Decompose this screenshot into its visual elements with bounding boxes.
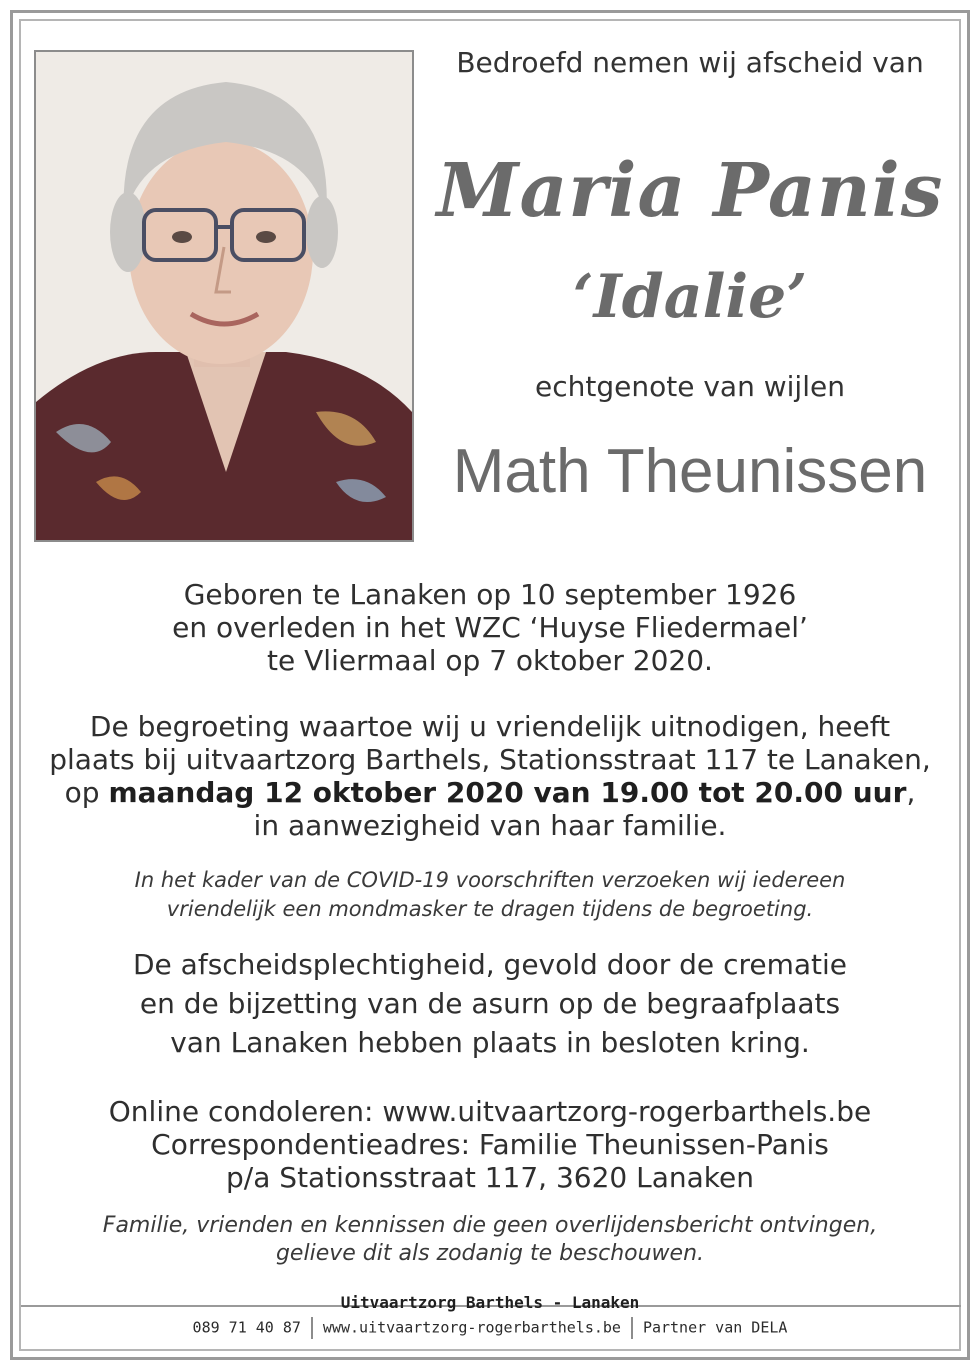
birth-line: te Vliermaal op 7 oktober 2020. bbox=[267, 644, 713, 677]
footer-website: www.uitvaartzorg-rogerbarthels.be bbox=[322, 1318, 621, 1337]
deceased-name: Maria Panis bbox=[436, 148, 944, 234]
footer-title: Uitvaartzorg Barthels - Lanaken bbox=[340, 1293, 640, 1312]
visitation-datetime: maandag 12 oktober 2020 van 19.00 tot 20.00 uur bbox=[108, 776, 907, 809]
spouse-intro-text: echtgenote van wijlen bbox=[535, 370, 845, 403]
covid-line: vriendelijk een mondmasker te dragen tijdens de begroeting. bbox=[166, 897, 814, 921]
visitation-line: De begroeting waartoe wij u vriendelijk uitnodigen, heeft bbox=[89, 710, 891, 743]
closing-notice bbox=[30, 1212, 950, 1268]
notice-line: Familie, vrienden en kennissen die geen overlijdensbericht ontvingen, bbox=[102, 1213, 878, 1238]
ceremony-line: en de bijzetting van de asurn op de begraafplaats bbox=[139, 987, 841, 1020]
visitation-suffix: , bbox=[906, 776, 916, 809]
portrait-photo bbox=[34, 50, 414, 542]
address-line: p/a Stationsstraat 117, 3620 Lanaken bbox=[226, 1161, 754, 1194]
deceased-nickname: ‘Idalie’ bbox=[572, 262, 808, 332]
footer-contact bbox=[30, 1317, 950, 1339]
contact-paragraph bbox=[30, 1095, 950, 1194]
birth-line: en overleden in het WZC ‘Huyse Fliedermael’ bbox=[172, 611, 808, 644]
footer-separator bbox=[311, 1317, 313, 1339]
visitation-prefix: op bbox=[64, 776, 109, 809]
covid-line: In het kader van de COVID-19 voorschriften verzoeken wij iedereen bbox=[134, 868, 846, 892]
ceremony-paragraph bbox=[30, 945, 950, 1062]
intro-text: Bedroefd nemen wij afscheid van bbox=[456, 46, 924, 79]
visitation-line bbox=[30, 776, 950, 809]
covid-notice bbox=[30, 866, 950, 924]
birth-line: Geboren te Lanaken op 10 september 1926 bbox=[183, 578, 797, 611]
portrait-illustration bbox=[36, 52, 412, 540]
condolence-line: Online condoleren: www.uitvaartzorg-rogerbarthels.be bbox=[108, 1095, 872, 1128]
ceremony-line: van Lanaken hebben plaats in besloten kring. bbox=[170, 1026, 810, 1059]
visitation-line: plaats bij uitvaartzorg Barthels, Stationsstraat 117 te Lanaken, bbox=[49, 743, 931, 776]
footer-partner: Partner van DELA bbox=[642, 1318, 788, 1337]
footer-separator bbox=[631, 1317, 633, 1339]
notice-line: gelieve dit als zodanig te beschouwen. bbox=[275, 1241, 705, 1266]
visitation-paragraph bbox=[30, 710, 950, 842]
spouse-name: Math Theunissen bbox=[452, 437, 928, 506]
visitation-line: in aanwezigheid van haar familie. bbox=[253, 809, 727, 842]
birth-paragraph bbox=[30, 578, 950, 677]
footer-phone: 089 71 40 87 bbox=[192, 1318, 301, 1337]
correspondence-line: Correspondentieadres: Familie Theunissen-Panis bbox=[151, 1128, 829, 1161]
ceremony-line: De afscheidsplechtigheid, gevold door de crematie bbox=[132, 948, 847, 981]
